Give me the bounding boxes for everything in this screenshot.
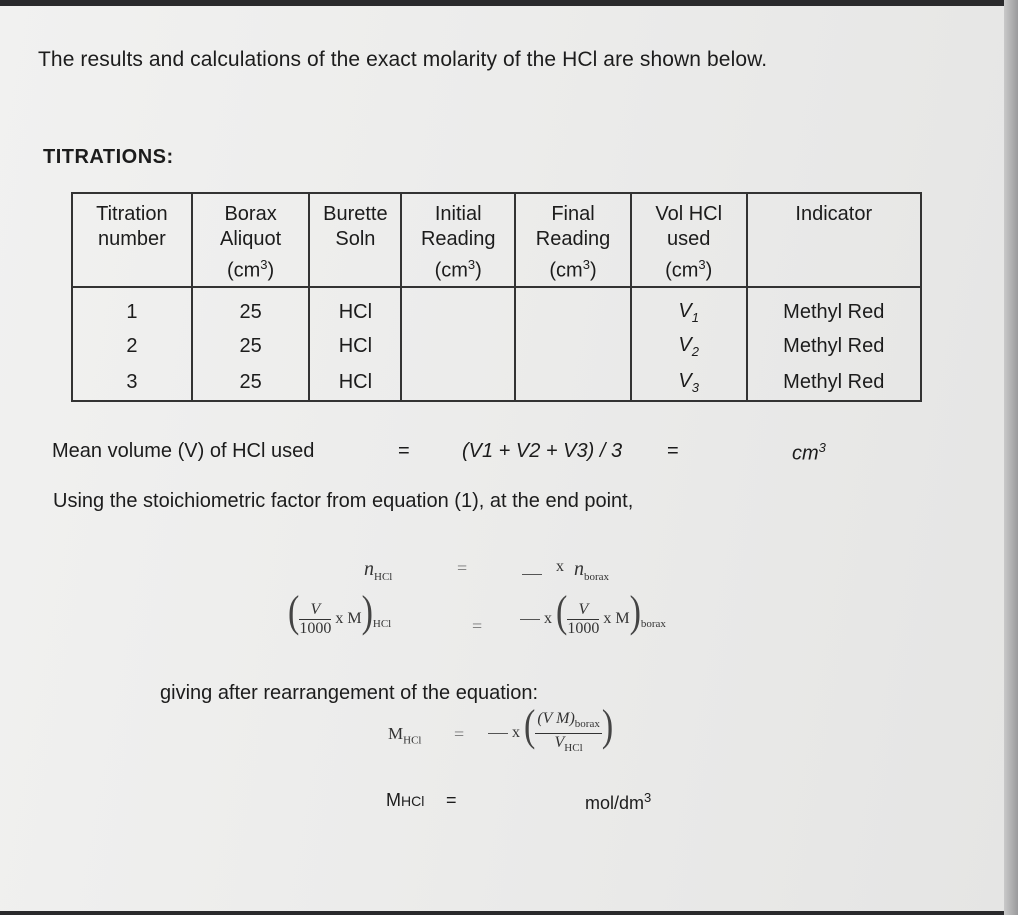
- header-burette-soln: Burette Soln: [309, 193, 401, 287]
- eq-a-rhs: $n_{borax}$: [574, 558, 610, 583]
- section-title: TITRATIONS:: [43, 146, 174, 168]
- table-row: [72, 329, 921, 365]
- cell-indicator: Methyl Red: [747, 329, 921, 365]
- eq-a-equals: =: [457, 558, 468, 578]
- mean-equals-2: =: [667, 440, 679, 462]
- cell-number: 2: [72, 329, 192, 365]
- cell-vol: $V_2$: [631, 329, 747, 365]
- mean-formula: (V1 + V2 + V3) / 3: [462, 440, 623, 462]
- cell-initial: [401, 329, 515, 365]
- cell-vol: $V_1$: [631, 287, 747, 329]
- eq-d-lhs: MHCl: [386, 790, 425, 810]
- eq-b-equals: =: [472, 616, 483, 636]
- stoichiometry-text: Using the stoichiometric factor from equation (1), at the end point,: [53, 490, 634, 512]
- cell-aliquot: 25: [192, 365, 310, 401]
- header-borax-aliquot: Borax Aliquot $(cm^3)$: [192, 193, 310, 287]
- eq-a-blank: [522, 566, 542, 584]
- cell-initial: [401, 365, 515, 401]
- titration-table: [71, 192, 922, 402]
- rearrangement-text: giving after rearrangement of the equation:: [160, 682, 539, 704]
- cell-vol: $V_3$: [631, 365, 747, 401]
- page-edge-shadow: [1004, 0, 1018, 915]
- mean-equals: =: [398, 440, 410, 462]
- document-page: [0, 6, 1004, 911]
- mean-volume-label: Mean volume (V) of HCl used: [52, 440, 315, 462]
- eq-b-lhs: ( $\frac{V}{1000}$ x $M)_{HCl}$: [288, 588, 392, 637]
- table-header-row: [72, 193, 921, 287]
- eq-a-times: x: [556, 558, 564, 575]
- mean-unit: $cm^3$: [792, 440, 826, 465]
- header-initial-reading: Initial Reading $(cm^3)$: [401, 193, 515, 287]
- eq-c-lhs: $M_{HCl}$: [388, 724, 422, 747]
- cell-indicator: Methyl Red: [747, 365, 921, 401]
- table-row: [72, 287, 921, 329]
- cell-soln: HCl: [309, 365, 401, 401]
- eq-d-equals: =: [446, 790, 457, 810]
- intro-text: The results and calculations of the exact molarity of the HCl are shown below.: [38, 48, 768, 71]
- cell-soln: HCl: [309, 287, 401, 329]
- header-titration-number: Titration number: [72, 193, 192, 287]
- cell-aliquot: 25: [192, 287, 310, 329]
- cell-aliquot: 25: [192, 329, 310, 365]
- header-final-reading: Final Reading $(cm^3)$: [515, 193, 631, 287]
- cell-soln: HCl: [309, 329, 401, 365]
- eq-b-rhs: x ( $\frac{V}{1000}$ x $M)_{borax}$: [520, 594, 666, 638]
- table-row: [72, 365, 921, 401]
- header-vol-hcl-used: Vol HCl used $(cm^3)$: [631, 193, 747, 287]
- eq-c-equals: =: [454, 724, 465, 744]
- cell-number: 1: [72, 287, 192, 329]
- header-indicator: Indicator: [747, 193, 921, 287]
- cell-final: [515, 329, 631, 365]
- eq-d-unit: mol/$dm^3$: [585, 790, 652, 813]
- eq-c-rhs: x ( $\frac{(V M)_{borax}}{V_{HCl}}$ ): [488, 708, 613, 757]
- cell-number: 3: [72, 365, 192, 401]
- cell-indicator: Methyl Red: [747, 287, 921, 329]
- eq-a-lhs: $n_{HCl}$: [364, 558, 393, 583]
- cell-final: [515, 365, 631, 401]
- cell-final: [515, 287, 631, 329]
- cell-initial: [401, 287, 515, 329]
